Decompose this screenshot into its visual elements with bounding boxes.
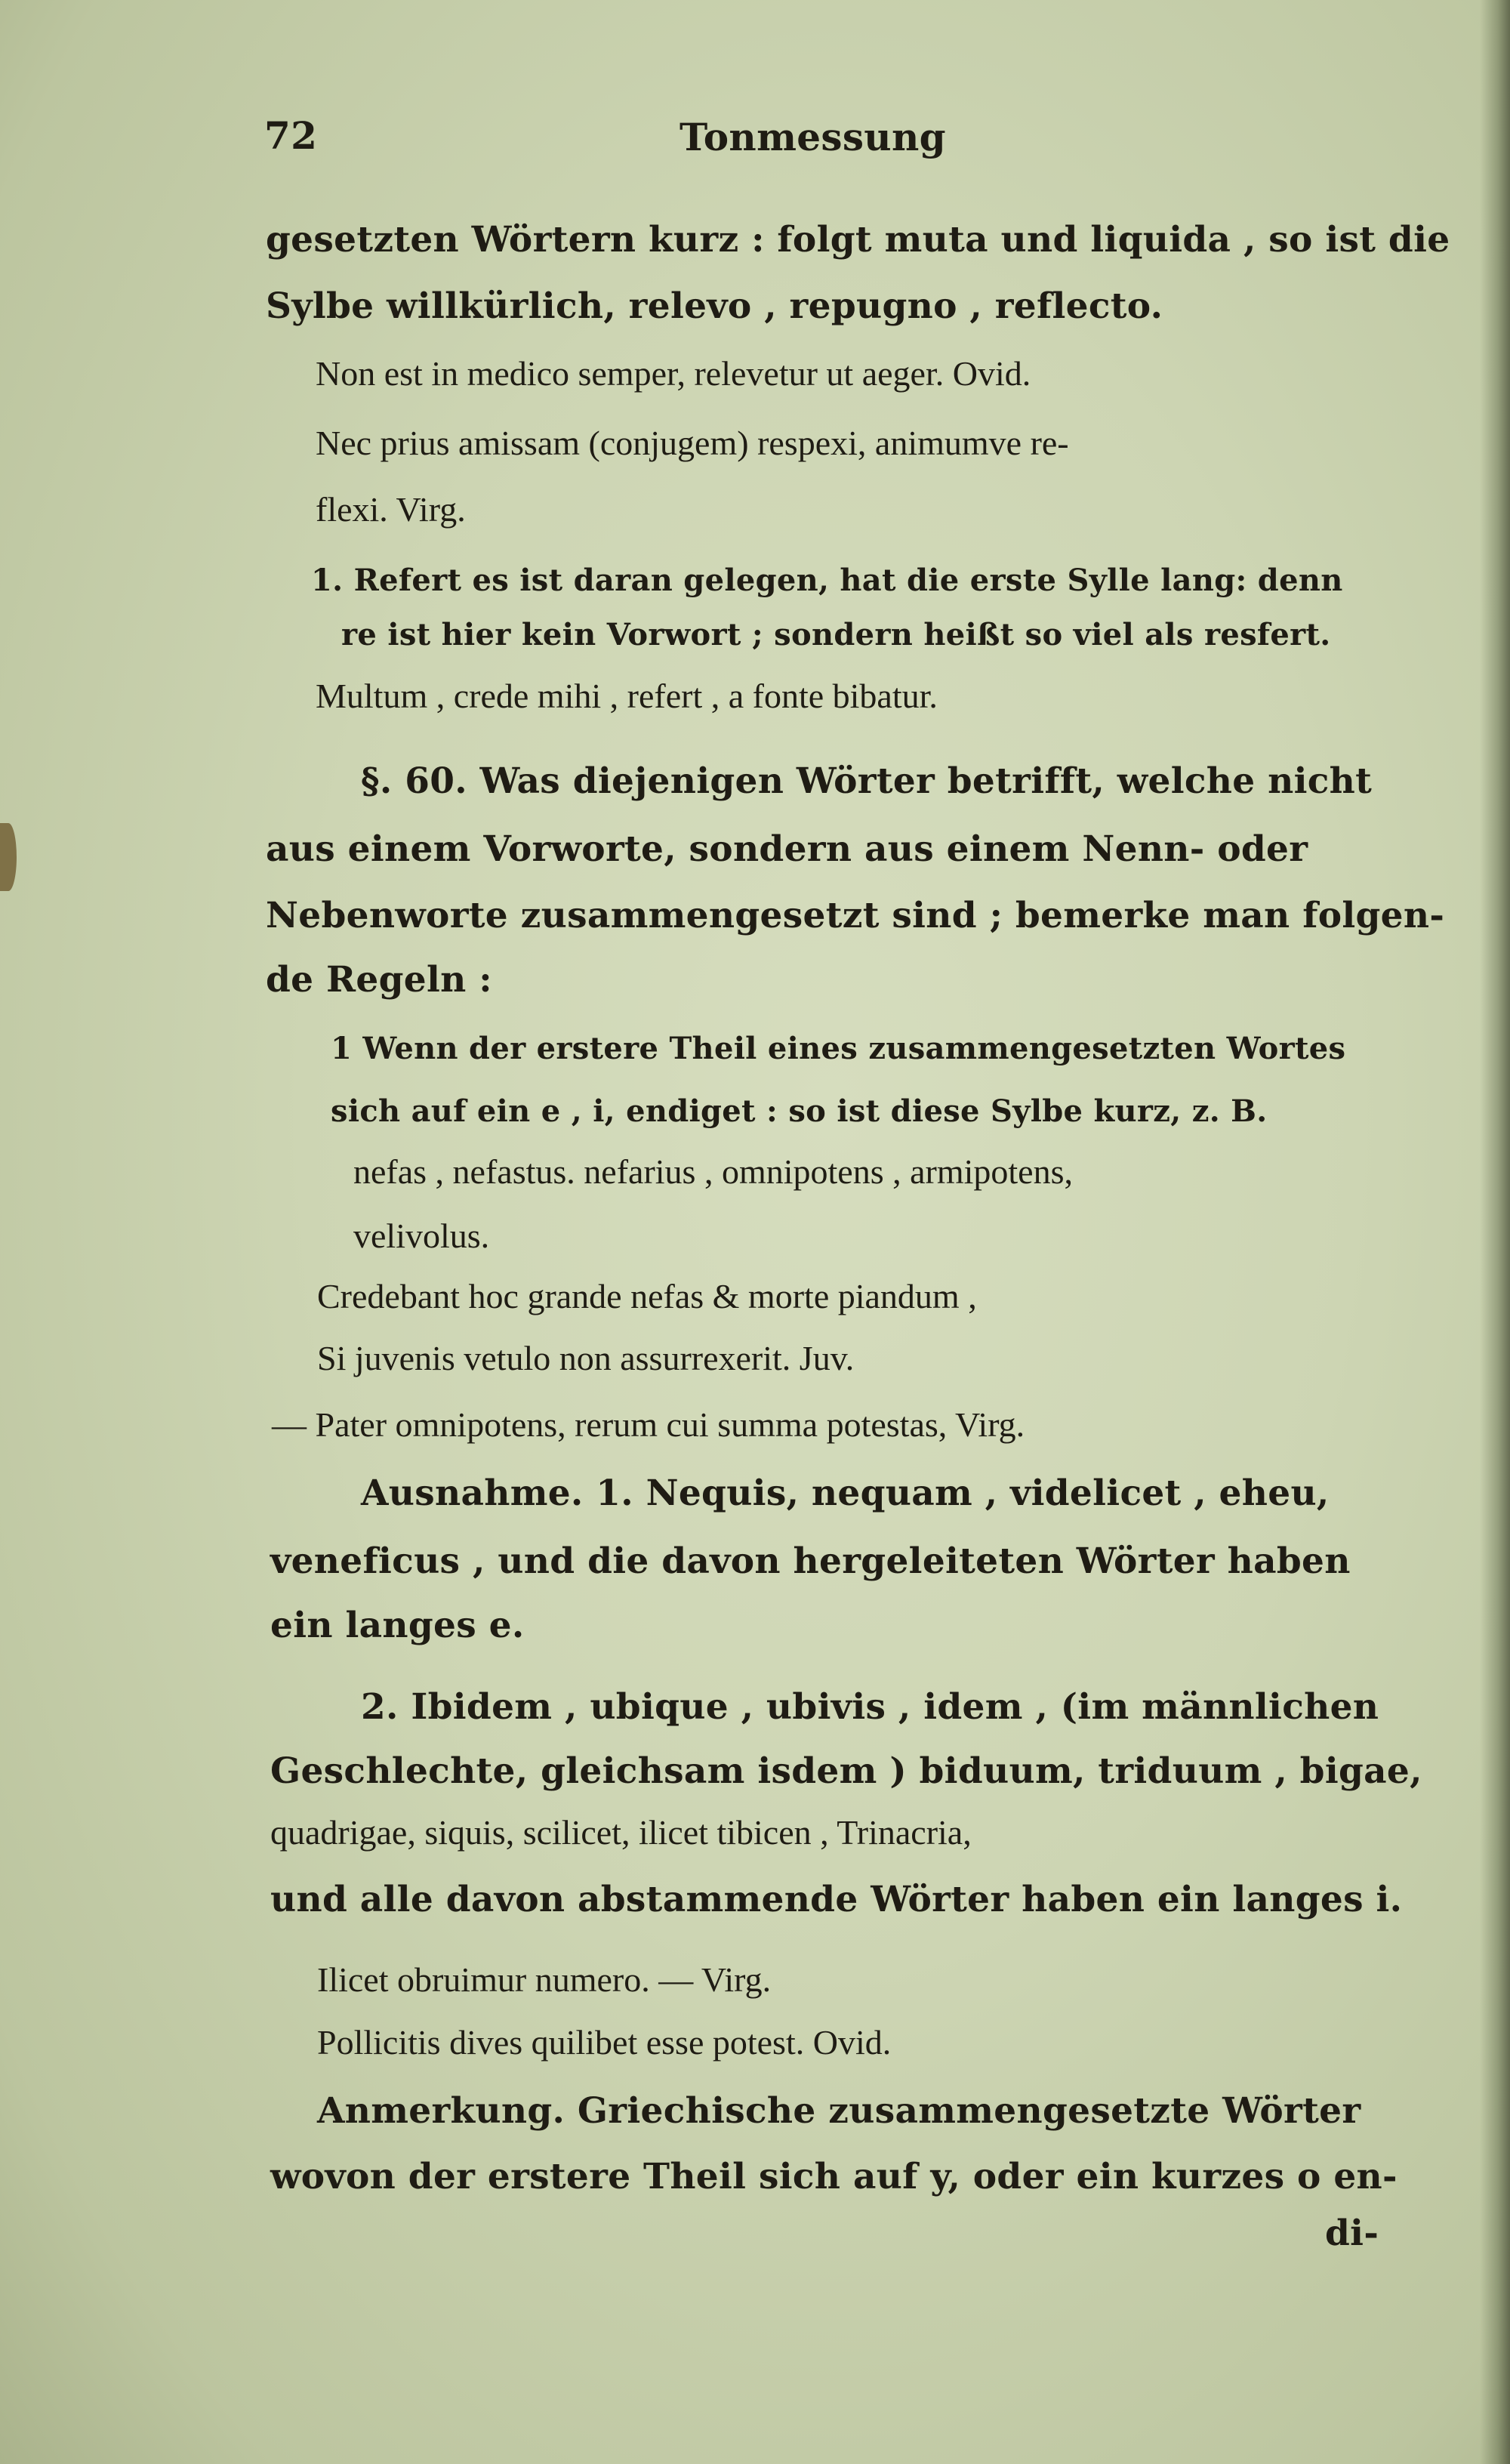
quote-line: Pollicitis dives quilibet esse potest. Ovid.	[317, 2023, 892, 2062]
rule-line: velivolus.	[353, 1217, 490, 1255]
text-line: ein langes e.	[270, 1605, 525, 1646]
rule-line: sich auf ein e , i, endiget : so ist diese Sylbe kurz, z. B.	[331, 1093, 1268, 1129]
text-line: Sylbe willkürlich, relevo , repugno , reflecto.	[266, 285, 1163, 327]
ink-stain	[0, 823, 17, 891]
text-line: veneficus , und die davon hergeleiteten Wörter haben	[270, 1540, 1351, 1582]
text-line: aus einem Vorworte, sondern aus einem Nenn- oder	[266, 828, 1308, 870]
quote-line: Nec prius amissam (conjugem) respexi, animumve re-	[316, 424, 1069, 462]
note-line: 1. Refert es ist daran gelegen, hat die erste Sylle lang: denn	[311, 563, 1343, 598]
rule-line: 1 Wenn der erstere Theil eines zusammengesetzten Wortes	[331, 1031, 1346, 1066]
text-line: de Regeln :	[266, 959, 492, 1001]
quote-line: Si juvenis vetulo non assurrexerit. Juv.	[317, 1339, 855, 1377]
page-spine-shadow	[1480, 0, 1510, 2464]
quote-line: Multum , crede mihi , refert , a fonte bibatur.	[316, 677, 938, 715]
text-line: Geschlechte, gleichsam isdem ) biduum, triduum , bigae,	[270, 1750, 1422, 1792]
text-line: wovon der erstere Theil sich auf y, oder ein kurzes o en-	[270, 2156, 1398, 2197]
rule-line: nefas , nefastus. nefarius , omnipotens , armipotens,	[353, 1152, 1073, 1191]
quote-line: flexi. Virg.	[316, 490, 466, 529]
quote-line: Non est in medico semper, relevetur ut aeger. Ovid.	[316, 354, 1031, 393]
catchword: di-	[1325, 2213, 1379, 2254]
quote-line: Credebant hoc grande nefas & morte piandum ,	[317, 1277, 977, 1315]
quote-line: — Pater omnipotens, rerum cui summa potestas, Virg.	[272, 1405, 1025, 1444]
text-line: gesetzten Wörtern kurz : folgt muta und liquida , so ist die	[266, 219, 1450, 261]
remark-line: Anmerkung. Griechische zusammengesetzte Wörter	[317, 2090, 1361, 2132]
text-line: quadrigae, siquis, scilicet, ilicet tibicen , Trinacria,	[270, 1813, 972, 1852]
paragraph-start: §. 60. Was diejenigen Wörter betrifft, welche nicht	[361, 760, 1373, 802]
note-line: re ist hier kein Vorwort ; sondern heißt so viel als resfert.	[341, 617, 1331, 652]
text-line: Nebenworte zusammengesetzt sind ; bemerke man folgen-	[266, 895, 1445, 936]
quote-line: Ilicet obruimur numero. — Virg.	[317, 1960, 772, 1999]
text-line: 2. Ibidem , ubique , ubivis , idem , (im männlichen	[361, 1686, 1379, 1728]
page-number: 72	[264, 113, 318, 158]
text-line: und alle davon abstammende Wörter haben ein langes i.	[270, 1879, 1403, 1920]
running-title: Tonmessung	[680, 115, 946, 159]
exception-line: Ausnahme. 1. Nequis, nequam , videlicet , eheu,	[361, 1473, 1330, 1514]
